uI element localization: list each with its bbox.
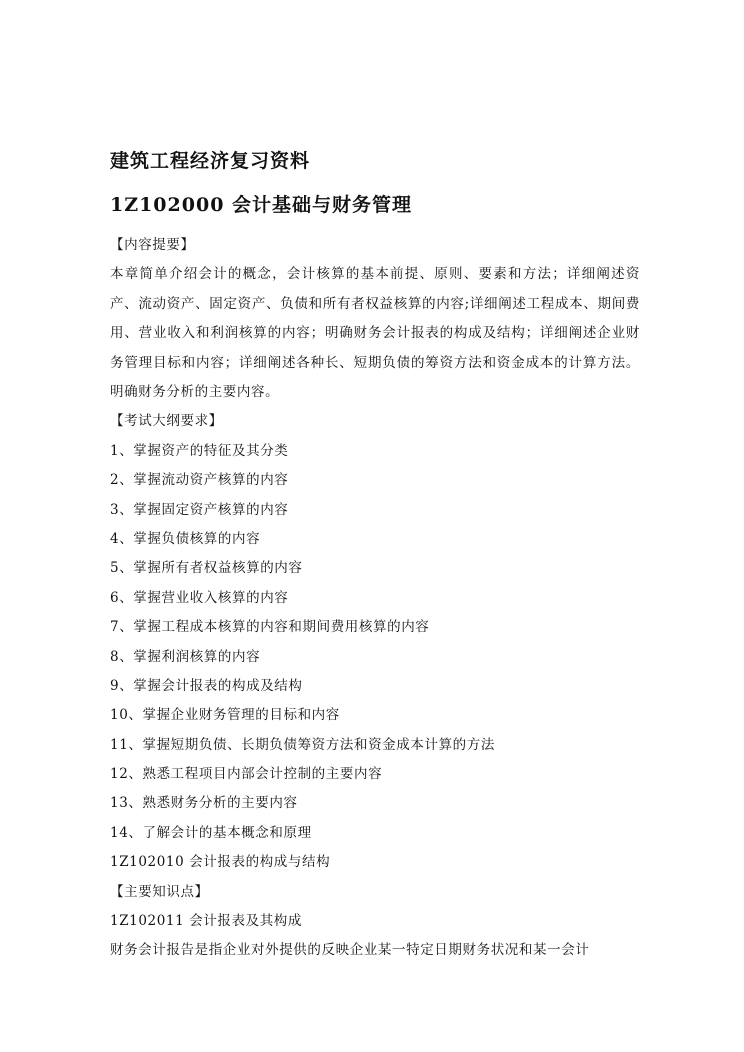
syllabus-item: 3、掌握固定资产核算的内容 [110, 501, 289, 518]
syllabus-item: 6、掌握营业收入核算的内容 [110, 589, 289, 606]
syllabus-item: 5、掌握所有者权益核算的内容 [110, 560, 303, 577]
syllabus-item: 10、掌握企业财务管理的目标和内容 [110, 707, 340, 724]
chapter-title: 1Z102000 会计基础与财务管理 [110, 194, 413, 216]
syllabus-item: 2、掌握流动资产核算的内容 [110, 472, 289, 489]
summary-heading: 【内容提要】 [110, 237, 195, 253]
syllabus-heading: 【考试大纲要求】 [110, 413, 223, 430]
syllabus-item: 9、掌握会计报表的构成及结构 [110, 677, 303, 694]
section-title: 1Z102010 会计报表的构成与结构 [110, 854, 331, 871]
document-title: 建筑工程经济复习资料 [110, 150, 311, 172]
syllabus-item: 14、了解会计的基本概念和原理 [110, 824, 312, 841]
subsection-title: 1Z102011 会计报表及其构成 [110, 913, 302, 930]
knowledge-heading: 【主要知识点】 [110, 883, 209, 900]
syllabus-item: 1、掌握资产的特征及其分类 [110, 442, 289, 459]
syllabus-item: 4、掌握负债核算的内容 [110, 530, 261, 547]
syllabus-item: 7、掌握工程成本核算的内容和期间费用核算的内容 [110, 619, 430, 636]
summary-paragraph: 本章简单介绍会计的概念，会计核算的基本前提、原则、要素和方法；详细阐述资产、流动资产、固定资产、负债和所有者权益核算的内容;详细阐述工程成本、期间费用、营业收入和利润核算的内容；明确财务会计报表的构成及结构；详细阐述企业财务管理目标和内容；详细阐述各种长、短期负债的筹资方法和资金成本的计算方法。明确财务分析的主要内容。 [110, 266, 640, 401]
syllabus-item: 8、掌握利润核算的内容 [110, 648, 261, 665]
syllabus-item: 13、熟悉财务分析的主要内容 [110, 795, 298, 812]
document-body [110, 231, 640, 966]
syllabus-item: 12、熟悉工程项目内部会计控制的主要内容 [110, 766, 383, 783]
syllabus-item: 11、掌握短期负债、长期负债筹资方法和资金成本计算的方法 [110, 736, 495, 753]
closing-paragraph: 财务会计报告是指企业对外提供的反映企业某一特定日期财务状况和某一会计 [110, 942, 590, 959]
